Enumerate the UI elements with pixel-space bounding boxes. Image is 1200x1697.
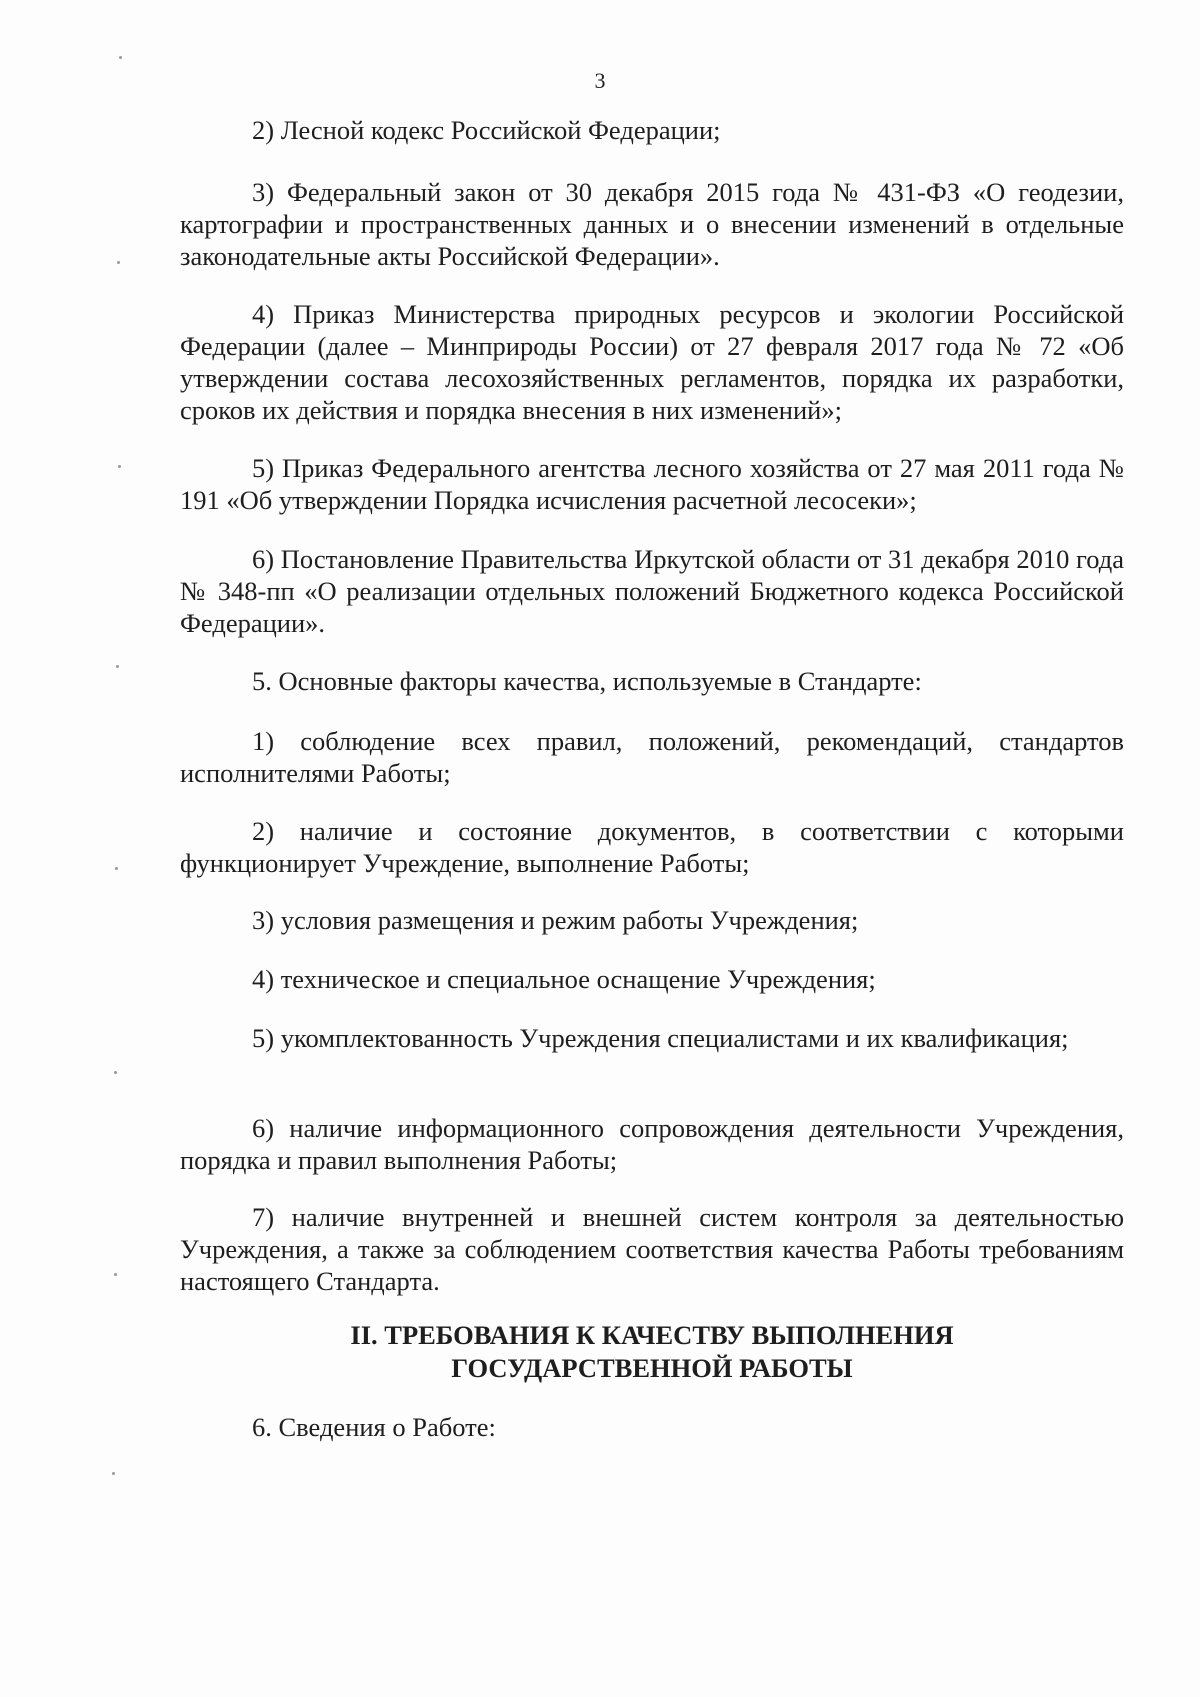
paragraph-factor-7: 7) наличие внутренней и внешней систем контроля за деятельностью Учреждения, а также за соблюдением соответствия качества Работы требованиям настоящего Стандарта. [180, 1202, 1124, 1296]
paragraph-factor-4: 4) техническое и специальное оснащение Учреждения; [252, 964, 876, 994]
paragraph-factor-1: 1) соблюдение всех правил, положений, рекомендаций, стандартов исполнителями Работы; [180, 726, 1124, 788]
scan-speck [114, 1071, 117, 1074]
section-heading-line-2: ГОСУДАРСТВЕННОЙ РАБОТЫ [451, 1353, 853, 1383]
scan-speck [117, 261, 120, 264]
paragraph-forest-code: 2) Лесной кодекс Российской Федерации; [252, 115, 721, 145]
paragraph-order-rosleskhoz-191: 5) Приказ Федерального агентства лесного хозяйства от 27 мая 2011 года № 191 «Об утверждении Порядка исчисления расчетной лесосеки»; [180, 453, 1124, 515]
paragraph-federal-law-431: 3) Федеральный закон от 30 декабря 2015 года № 431-ФЗ «О геодезии, картографии и пространственных данных и о внесении изменений в отдельные законодательные акты Российской Федерации». [180, 177, 1124, 271]
scan-speck [118, 465, 121, 468]
scan-speck [115, 867, 118, 870]
scan-speck [119, 56, 122, 59]
paragraph-quality-factors-intro: 5. Основные факторы качества, используемые в Стандарте: [252, 666, 922, 696]
paragraph-factor-3: 3) условия размещения и режим работы Учреждения; [252, 905, 859, 935]
paragraph-work-info: 6. Сведения о Работе: [252, 1412, 496, 1442]
scan-speck [114, 1273, 117, 1276]
paragraph-factor-6: 6) наличие информационного сопровождения деятельности Учреждения, порядка и правил выполнения Работы; [180, 1113, 1124, 1175]
paragraph-factor-2: 2) наличие и состояние документов, в соответствии с которыми функционирует Учреждение, выполнение Работы; [180, 816, 1124, 878]
paragraph-factor-5: 5) укомплектованность Учреждения специалистами и их квалификация; [252, 1023, 1069, 1053]
scan-speck [112, 1472, 115, 1475]
paragraph-resolution-348-pp: 6) Постановление Правительства Иркутской области от 31 декабря 2010 года № 348-пп «О реализации отдельных положений Бюджетного кодекса Российской Федерации». [180, 544, 1124, 638]
paragraph-order-minprirody-72: 4) Приказ Министерства природных ресурсов и экологии Российской Федерации (далее – Минприроды России) от 27 февраля 2017 года № 72 «Об утверждении состава лесохозяйственных регламентов, порядка их разработки, сроков их действия и порядка внесения в них изменений»; [180, 299, 1124, 425]
section-heading-line-1: II. ТРЕБОВАНИЯ К КАЧЕСТВУ ВЫПОЛНЕНИЯ [350, 1320, 954, 1350]
scan-speck [116, 665, 119, 668]
section-heading [180, 1319, 1124, 1385]
page-number: 3 [594, 68, 606, 93]
